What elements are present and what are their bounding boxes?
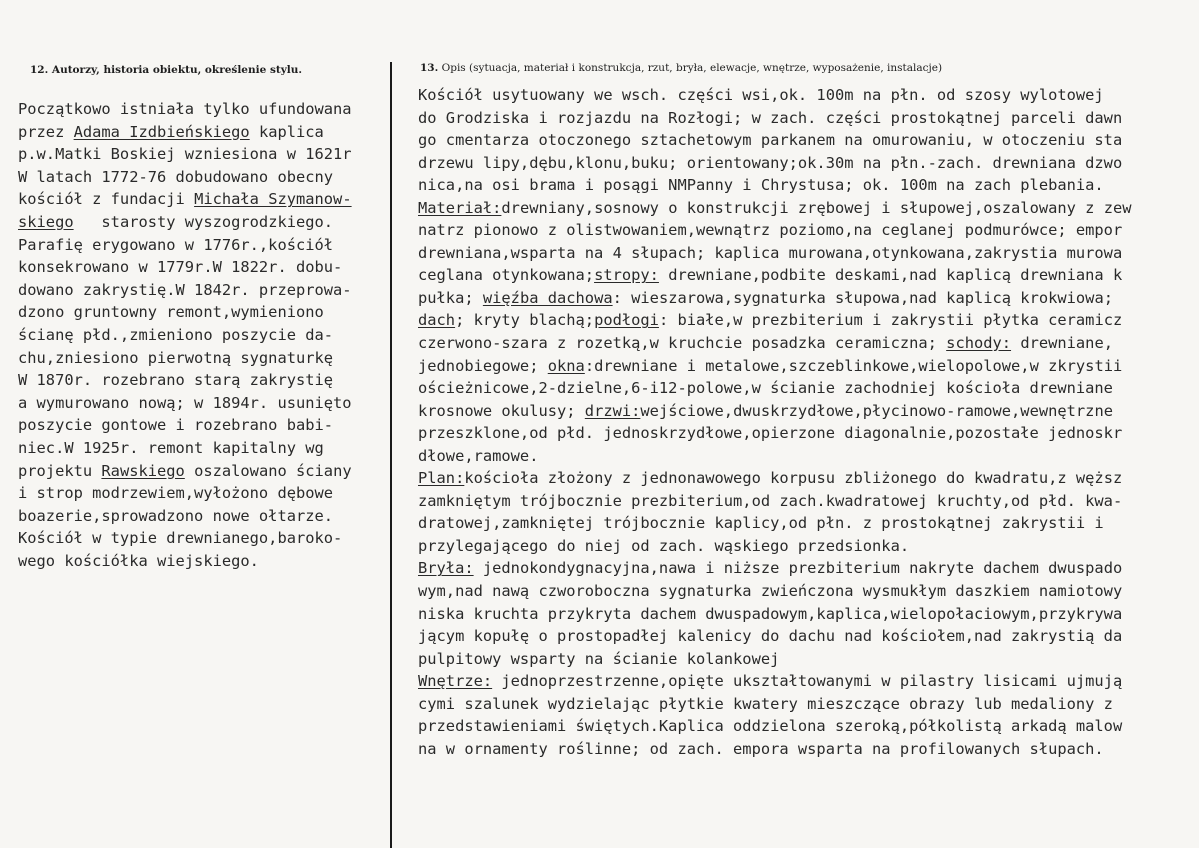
text-segment: poszycie gontowe i rozebrano babi- bbox=[18, 416, 334, 435]
text-segment: czerwono-szara z rozetką,w kruchcie posadzka ceramiczna; bbox=[418, 334, 947, 353]
text-line bbox=[18, 414, 386, 437]
underlined-term: więźba dachowa bbox=[482, 288, 613, 307]
text-segment: ; kryty blachą; bbox=[455, 311, 595, 330]
text-segment: Parafię erygowano w 1776r.,kościół bbox=[18, 235, 334, 254]
text-segment: ścianę płd.,zmieniono poszycie da- bbox=[18, 325, 334, 344]
text-segment: chu,zniesiono pierwotną sygnaturkę bbox=[18, 348, 334, 367]
text-segment: Kościół w typie drewnianego,baroko- bbox=[18, 529, 343, 548]
text-line bbox=[18, 256, 386, 279]
underlined-term: stropy: bbox=[594, 266, 659, 285]
text-line bbox=[418, 400, 1199, 423]
text-segment: jącym kopułę o prostopadłej kalenicy do dachu nad kościołem,nad zakrystią da bbox=[418, 627, 1123, 646]
text-segment: przez bbox=[18, 122, 74, 141]
underlined-term: dach bbox=[418, 311, 456, 330]
text-line bbox=[18, 211, 386, 234]
text-segment: dłowe,ramowe. bbox=[418, 446, 539, 465]
text-line bbox=[418, 129, 1199, 152]
underlined-term: Materiał: bbox=[418, 198, 502, 217]
text-line bbox=[18, 460, 386, 483]
text-segment: drewniane, bbox=[1011, 334, 1113, 353]
text-segment: cymi szalunek wydzielając płytkie kwatery mieszczące obrazy lub medaliony z bbox=[418, 694, 1113, 713]
text-segment: niska kruchta przykryta dachem dwuspadowym,kaplica,wielopołaciowym,przykrywa bbox=[418, 604, 1123, 623]
text-line bbox=[418, 648, 1199, 671]
text-line bbox=[418, 445, 1199, 468]
text-segment: drewniane,podbite deskami,nad kaplicą drewniana k bbox=[658, 266, 1123, 285]
text-line bbox=[418, 332, 1199, 355]
text-line bbox=[418, 84, 1199, 107]
text-segment: W latach 1772-76 dobudowano obecny bbox=[18, 167, 334, 186]
text-line bbox=[418, 603, 1199, 626]
text-line bbox=[418, 693, 1199, 716]
text-segment: a wymurowano nową; w 1894r. usunięto bbox=[18, 393, 352, 412]
text-line bbox=[418, 715, 1199, 738]
section-12-header: 12. Autorzy, historia obiektu, określenie stylu. bbox=[30, 64, 303, 76]
text-line bbox=[418, 174, 1199, 197]
underlined-term: Plan: bbox=[418, 469, 465, 488]
text-segment: niec.W 1925r. remont kapitalny wg bbox=[18, 438, 324, 457]
text-line bbox=[418, 422, 1199, 445]
text-line bbox=[418, 670, 1199, 693]
column-divider bbox=[390, 62, 392, 848]
text-line bbox=[418, 264, 1199, 287]
text-line bbox=[18, 392, 386, 415]
text-line bbox=[18, 550, 386, 573]
text-segment: pułka; bbox=[418, 288, 483, 307]
text-segment: : białe,w prezbiterium i zakrystii płytka ceramicz bbox=[658, 311, 1123, 330]
text-line bbox=[18, 279, 386, 302]
text-line bbox=[18, 234, 386, 257]
text-line bbox=[418, 355, 1199, 378]
text-segment: go cmentarza otoczonego sztachetowym parkanem na omurowaniu, w otoczeniu sta bbox=[418, 131, 1123, 150]
description-text-column bbox=[418, 84, 1199, 760]
text-segment: dowano zakrystię.W 1842r. przeprowa- bbox=[18, 280, 352, 299]
text-line bbox=[418, 197, 1199, 220]
text-segment: kościół z fundacji bbox=[18, 190, 195, 209]
text-segment: jednobiegowe; bbox=[418, 356, 548, 375]
text-segment: wego kościółka wiejskiego. bbox=[18, 551, 259, 570]
text-segment: :drewniane i metalowe,szczeblinkowe,wielopolowe,w zkrystii bbox=[584, 356, 1123, 375]
section-13-number: 13. bbox=[420, 62, 439, 74]
text-segment: starosty wyszogrodzkiego. bbox=[73, 212, 334, 231]
text-line bbox=[18, 369, 386, 392]
text-line bbox=[418, 377, 1199, 400]
text-line bbox=[18, 505, 386, 528]
section-13-header bbox=[420, 62, 942, 74]
underlined-term: podłogi bbox=[594, 311, 659, 330]
text-segment: oszalowano ściany bbox=[184, 461, 352, 480]
text-segment: W 1870r. rozebrano starą zakrystię bbox=[18, 371, 334, 390]
text-segment: i strop modrzewiem,wyłożono dębowe bbox=[18, 484, 334, 503]
text-segment: zamkniętym trójbocznie prezbiterium,od zach.kwadratowej kruchty,od płd. kwa- bbox=[418, 491, 1123, 510]
text-line bbox=[18, 324, 386, 347]
section-13-title: Opis (sytuacja, materiał i konstrukcja, rzut, bryła, elewacje, wnętrze, wyposażenie, instalacje) bbox=[438, 62, 943, 74]
text-segment: dratowej,zamkniętej trójbocznie kaplicy,od płn. z prostokątnej zakrystii i bbox=[418, 514, 1104, 533]
text-segment: wejściowe,dwuskrzydłowe,płycinowo-ramowe,wewnętrzne bbox=[640, 401, 1113, 420]
text-segment: przylegającego do niej od zach. wąskiego przedsionka. bbox=[418, 536, 910, 555]
text-segment: natrz pionowo z olistwowaniem,wewnątrz poziomo,na ceglanej podmurówce; empor bbox=[418, 221, 1123, 240]
text-segment: kościoła złożony z jednonawowego korpusu zbliżonego do kwadratu,z węższ bbox=[464, 469, 1123, 488]
text-segment: przeszklone,od płd. jednoskrzydłowe,opierzone diagonalnie,pozostałe jednoskr bbox=[418, 424, 1123, 443]
text-line bbox=[418, 467, 1199, 490]
text-segment: p.w.Matki Boskiej wzniesiona w 1621r bbox=[18, 145, 352, 164]
text-segment: pulpitowy wsparty na ścianie kolankowej bbox=[418, 649, 780, 668]
text-line bbox=[418, 557, 1199, 580]
text-line bbox=[418, 625, 1199, 648]
text-segment: jednoprzestrzenne,opięte ukształtowanymi w pilastry lisicami ujmują bbox=[492, 672, 1123, 691]
text-segment: jednokondygnacyjna,nawa i niższe prezbiterium nakryte dachem dwuspado bbox=[473, 559, 1123, 578]
text-line bbox=[18, 121, 386, 144]
text-line bbox=[18, 143, 386, 166]
text-line bbox=[418, 152, 1199, 175]
text-line bbox=[418, 219, 1199, 242]
underlined-term: okna bbox=[547, 356, 585, 375]
text-line bbox=[418, 242, 1199, 265]
text-line bbox=[418, 535, 1199, 558]
underlined-term: schody: bbox=[946, 334, 1012, 353]
text-line bbox=[18, 347, 386, 370]
text-line bbox=[18, 527, 386, 550]
underlined-term: Bryła: bbox=[418, 559, 474, 578]
text-line bbox=[18, 482, 386, 505]
text-segment: na w ornamenty roślinne; od zach. empora wsparta na profilowanych słupach. bbox=[418, 739, 1104, 758]
text-line bbox=[18, 166, 386, 189]
text-line bbox=[18, 301, 386, 324]
text-line bbox=[18, 437, 386, 460]
text-line bbox=[418, 580, 1199, 603]
text-segment: boazerie,sprowadzono nowe ołtarze. bbox=[18, 506, 334, 525]
text-line bbox=[418, 287, 1199, 310]
underlined-term: drzwi: bbox=[584, 401, 641, 420]
text-segment: konsekrowano w 1779r.W 1822r. dobu- bbox=[18, 258, 343, 277]
text-segment: drewniany,sosnowy o konstrukcji zrębowej i słupowej,oszalowany z zew bbox=[501, 198, 1132, 217]
underlined-term: Wnętrze: bbox=[418, 672, 493, 691]
text-segment: Kościół usytuowany we wsch. części wsi,ok. 100m na płn. od szosy wylotowej bbox=[418, 86, 1104, 104]
text-line bbox=[18, 98, 386, 121]
text-segment: drzewu lipy,dębu,klonu,buku; orientowany;ok.30m na płn.-zach. drewniana dzwo bbox=[418, 153, 1123, 172]
text-segment: ościeżnicowe,2-dzielne,6-i12-polowe,w ścianie zachodniej kościoła drewniane bbox=[418, 379, 1113, 398]
underlined-term: Rawskiego bbox=[101, 461, 185, 480]
text-line bbox=[18, 188, 386, 211]
text-segment: nica,na osi brama i posągi NMPanny i Chrystusa; ok. 100m na zach plebania. bbox=[418, 176, 1104, 195]
text-segment: : wieszarowa,sygnaturka słupowa,nad kaplicą krokwiowa; bbox=[612, 288, 1113, 307]
text-line bbox=[418, 309, 1199, 332]
text-segment: przedstawieniami świętych.Kaplica oddzielona szeroką,półkolistą arkadą malow bbox=[418, 717, 1123, 736]
text-segment: kaplica bbox=[249, 122, 324, 141]
underlined-term: Adama Izdbieńskiego bbox=[73, 122, 250, 141]
text-line bbox=[418, 512, 1199, 535]
text-line bbox=[418, 490, 1199, 513]
text-line bbox=[418, 738, 1199, 761]
text-segment: projektu bbox=[18, 461, 102, 480]
text-segment: drewniana,wsparta na 4 słupach; kaplica murowana,otynkowana,zakrystia murowa bbox=[418, 243, 1123, 262]
text-segment: wym,nad nawą czworoboczna sygnaturka zwieńczona wysmukłym daszkiem namiotowy bbox=[418, 582, 1123, 601]
text-segment: krosnowe okulusy; bbox=[418, 401, 585, 420]
text-line bbox=[418, 107, 1199, 130]
text-segment: Początkowo istniała tylko ufundowana bbox=[18, 100, 352, 118]
text-segment: dzono gruntowny remont,wymieniono bbox=[18, 303, 324, 322]
text-segment: do Grodziska i rozjazdu na Rozłogi; w zach. części prostokątnej parceli dawn bbox=[418, 108, 1123, 127]
underlined-term: Michała Szymanow- bbox=[194, 190, 352, 209]
history-text-column bbox=[18, 98, 386, 572]
underlined-term: skiego bbox=[18, 212, 74, 231]
text-segment: ceglana otynkowana; bbox=[418, 266, 595, 285]
